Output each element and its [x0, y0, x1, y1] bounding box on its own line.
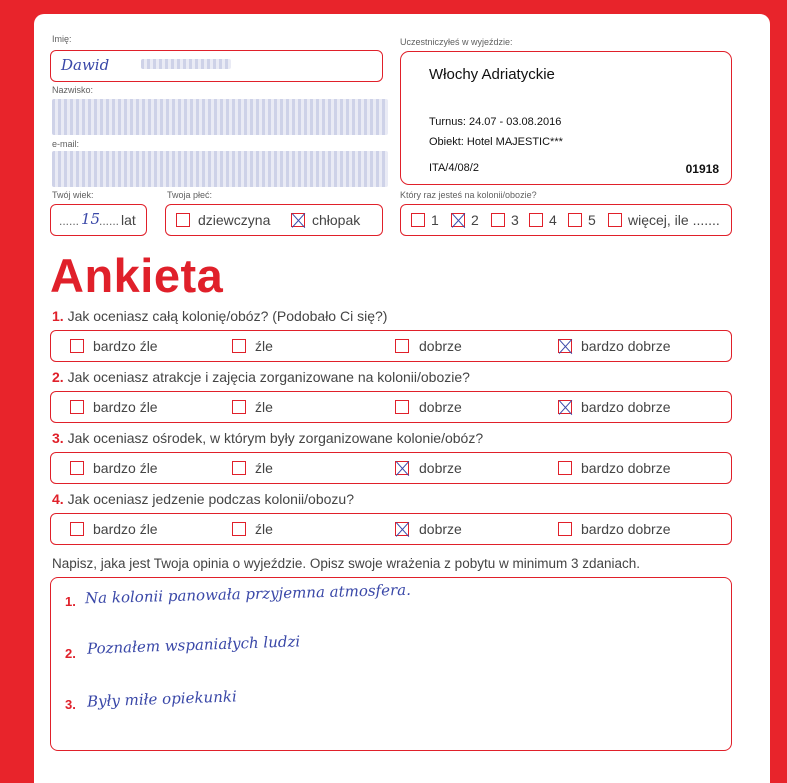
q3-checkbox-bad[interactable]	[232, 461, 246, 475]
sex-checkbox-boy[interactable]	[291, 213, 305, 227]
q3-checkbox-very-good[interactable]	[558, 461, 572, 475]
question-1	[52, 308, 387, 324]
obiekt-value: Hotel MAJESTIC***	[466, 136, 563, 148]
trip-label: Uczestniczyłeś w wyjeździe:	[400, 37, 513, 47]
times-option-5: 5	[588, 212, 596, 228]
question-1-text: Jak oceniasz całą kolonię/obóz? (Podobało Ci się?)	[67, 308, 388, 324]
times-option-more: więcej, ile .......	[628, 212, 720, 228]
q2-checkbox-good[interactable]	[395, 400, 409, 414]
q2-checkbox-bad[interactable]	[232, 400, 246, 414]
times-checkbox-4[interactable]	[529, 213, 543, 227]
times-option-3: 3	[511, 212, 519, 228]
question-4	[52, 491, 354, 507]
question-3-options	[50, 452, 732, 484]
trip-title: Włochy Adriatyckie	[429, 66, 555, 83]
q2-option-very-bad: bardzo źle	[93, 399, 158, 415]
times-field	[400, 204, 732, 236]
age-label: Twój wiek:	[52, 190, 94, 200]
q2-option-very-good: bardzo dobrze	[581, 399, 671, 415]
q4-checkbox-very-good[interactable]	[558, 522, 572, 536]
question-2-number: 2.	[52, 369, 64, 385]
opinion-line-3-text: Były miłe opiekunki	[86, 687, 238, 711]
q4-option-bad: źle	[255, 521, 273, 537]
q1-checkbox-very-good[interactable]	[558, 339, 572, 353]
sex-label: Twoja płeć:	[167, 190, 213, 200]
times-checkbox-more[interactable]	[608, 213, 622, 227]
trip-number: 01918	[685, 162, 719, 176]
times-option-1: 1	[431, 212, 439, 228]
times-label: Który raz jesteś na kolonii/obozie?	[400, 190, 537, 200]
q3-option-very-bad: bardzo źle	[93, 460, 158, 476]
name-label: Imię:	[52, 34, 72, 44]
survey-title: Ankieta	[50, 249, 224, 302]
opinion-line-1-text: Na kolonii panowała przyjemna atmosfera.	[84, 580, 412, 608]
opinion-line-2-number: 2.	[65, 646, 76, 661]
name-field[interactable]	[50, 50, 383, 82]
q1-option-very-bad: bardzo źle	[93, 338, 158, 354]
times-checkbox-5[interactable]	[568, 213, 582, 227]
q1-option-bad: źle	[255, 338, 273, 354]
q3-checkbox-very-bad[interactable]	[70, 461, 84, 475]
age-value: 15	[81, 210, 101, 228]
times-option-2: 2	[471, 212, 479, 228]
trip-code: ITA/4/08/2	[429, 162, 479, 174]
turnus-label: Turnus:	[429, 116, 466, 128]
question-3	[52, 430, 483, 446]
question-4-text: Jak oceniasz jedzenie podczas kolonii/obozu?	[67, 491, 354, 507]
name-value: Dawid	[61, 56, 110, 74]
q4-option-very-bad: bardzo źle	[93, 521, 158, 537]
question-2	[52, 369, 470, 385]
q4-checkbox-very-bad[interactable]	[70, 522, 84, 536]
question-3-text: Jak oceniasz ośrodek, w którym były zorganizowane kolonie/obóz?	[67, 430, 484, 446]
q3-option-very-good: bardzo dobrze	[581, 460, 671, 476]
sex-checkbox-girl[interactable]	[176, 213, 190, 227]
q2-option-good: dobrze	[419, 399, 462, 415]
sex-option-boy: chłopak	[312, 212, 361, 228]
obiekt-label: Obiekt:	[429, 136, 464, 148]
turnus-value: 24.07 - 03.08.2016	[468, 116, 562, 128]
q1-checkbox-very-bad[interactable]	[70, 339, 84, 353]
times-checkbox-1[interactable]	[411, 213, 425, 227]
q3-checkbox-good[interactable]	[395, 461, 409, 475]
trip-box	[400, 51, 732, 185]
trip-turnus	[429, 116, 561, 128]
age-field[interactable]	[50, 204, 147, 236]
redacted-email	[52, 151, 388, 187]
redacted-surname-handwriting	[141, 59, 231, 69]
q2-checkbox-very-good[interactable]	[558, 400, 572, 414]
q3-option-bad: źle	[255, 460, 273, 476]
surname-label: Nazwisko:	[52, 85, 94, 95]
age-dots-left: ......	[59, 214, 80, 228]
q2-checkbox-very-bad[interactable]	[70, 400, 84, 414]
question-2-options	[50, 391, 732, 423]
q4-option-good: dobrze	[419, 521, 462, 537]
opinion-textarea[interactable]	[50, 577, 732, 751]
email-label: e-mail:	[52, 139, 80, 149]
redacted-surname	[52, 99, 388, 135]
question-1-number: 1.	[52, 308, 64, 324]
opinion-line-3-number: 3.	[65, 697, 76, 712]
times-option-4: 4	[549, 212, 557, 228]
question-4-number: 4.	[52, 491, 64, 507]
question-3-number: 3.	[52, 430, 64, 446]
trip-obiekt	[429, 136, 563, 148]
sex-field	[165, 204, 383, 236]
q4-checkbox-good[interactable]	[395, 522, 409, 536]
opinion-prompt: Napisz, jaka jest Twoja opinia o wyjeździe. Opisz swoje wrażenia z pobytu w minimum 3 zdaniach.	[52, 556, 641, 571]
times-checkbox-2[interactable]	[451, 213, 465, 227]
question-2-text: Jak oceniasz atrakcje i zajęcia zorganizowane na kolonii/obozie?	[67, 369, 470, 385]
age-dots-right: ......	[99, 214, 120, 228]
question-4-options	[50, 513, 732, 545]
sex-option-girl: dziewczyna	[198, 212, 271, 228]
opinion-line-2-text: Poznałem wspaniałych ludzi	[86, 632, 301, 658]
times-checkbox-3[interactable]	[491, 213, 505, 227]
q4-checkbox-bad[interactable]	[232, 522, 246, 536]
q4-option-very-good: bardzo dobrze	[581, 521, 671, 537]
q1-option-good: dobrze	[419, 338, 462, 354]
opinion-line-1-number: 1.	[65, 594, 76, 609]
q3-option-good: dobrze	[419, 460, 462, 476]
q1-option-very-good: bardzo dobrze	[581, 338, 671, 354]
q2-option-bad: źle	[255, 399, 273, 415]
q1-checkbox-bad[interactable]	[232, 339, 246, 353]
question-1-options	[50, 330, 732, 362]
age-unit: lat	[121, 212, 136, 228]
q1-checkbox-good[interactable]	[395, 339, 409, 353]
